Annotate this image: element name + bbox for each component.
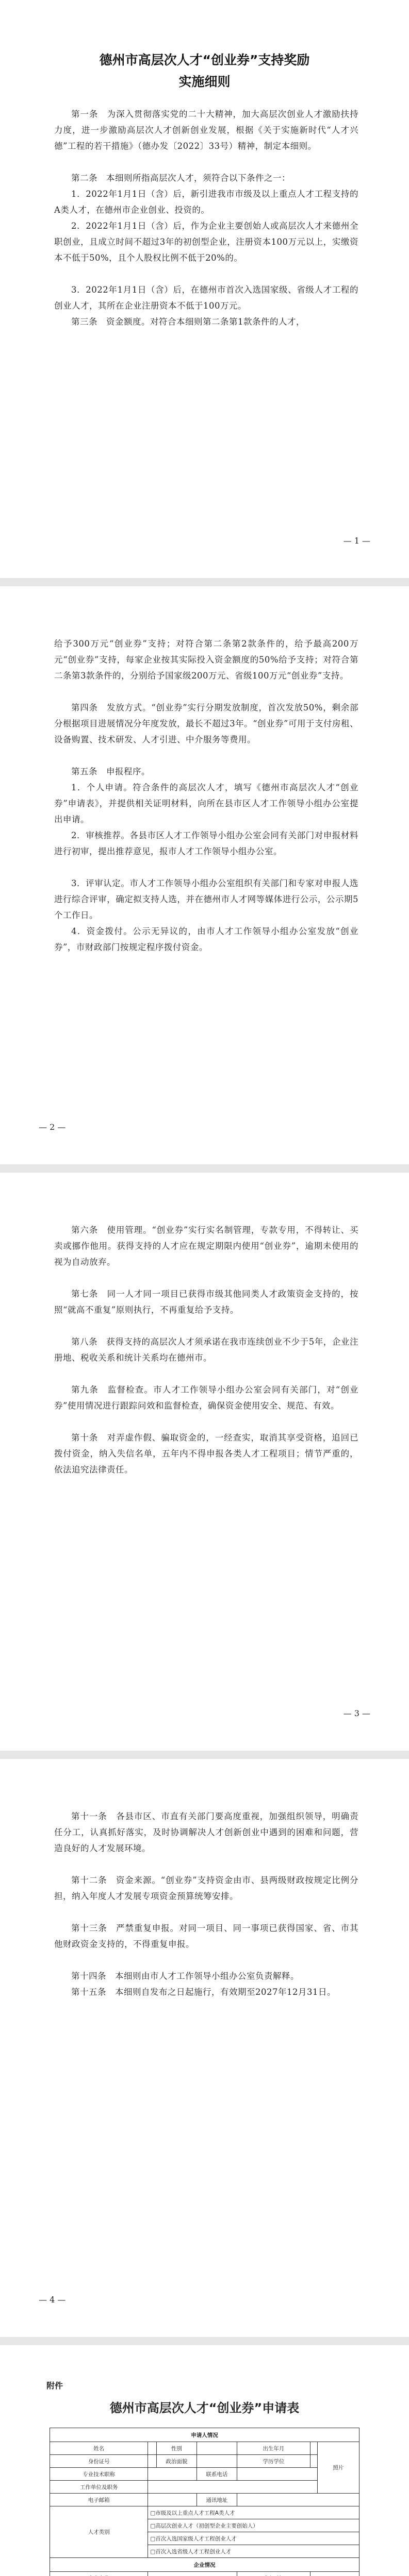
- document-subtitle: 实施细则: [178, 74, 231, 89]
- form-label: 工作单位及职务: [50, 2481, 148, 2494]
- form-label: 学历学位: [237, 2455, 310, 2468]
- paragraph: 第六条 使用管理。“创业券”实行实名制管理，专款专用，不得转让、买卖或挪作他用。获得支持的人才应在规定期限内使用“创业券”，逾期未使用的视为自动放弃。: [54, 1225, 358, 1267]
- page-separator: [0, 2337, 409, 2345]
- form-field-phone[interactable]: [237, 2468, 317, 2481]
- form-field-email[interactable]: [148, 2494, 197, 2506]
- form-field-politics[interactable]: [197, 2455, 237, 2468]
- form-section-company: 企业情况: [50, 2558, 359, 2572]
- photo-cell: 照片: [318, 2442, 359, 2494]
- paragraph: 第九条 监督检查。市人才工作领导小组办公室会同有关部门，对“创业券”使用情况进行跟踪问效和监督检查，确保资金使用安全、规范、有效。: [54, 1385, 358, 1411]
- paragraph: 第七条 同一人才同一项目已获得市级其他同类人才政策资金支持的，按照“就高不重复”原则执行，不再重复给予支持。: [54, 1289, 358, 1315]
- form-field-name[interactable]: [148, 2442, 157, 2455]
- paragraph: 3．2022年1月1日（含）后，在德州市首次入选国家级、省级人才工程的创业人才，其所在企业注册资本不低于100万元。: [54, 285, 358, 311]
- paragraph: 1．2022年1月1日（含）后，新引进我市市级及以上重点人才工程支持的A类人才，在德州市企业创业、投资的。: [54, 189, 358, 215]
- form-label: 联系电话: [197, 2468, 237, 2481]
- talent-type-option[interactable]: □高层次创业人才（初创型企业主要创始人）: [148, 2519, 359, 2532]
- page-5: [0, 2345, 409, 2576]
- form-field-birth[interactable]: [310, 2442, 318, 2455]
- form-field-id[interactable]: [148, 2455, 157, 2468]
- document-title: 德州市高层次人才“创业券”支持奖励: [99, 53, 310, 67]
- form-label: 人才类别: [50, 2506, 148, 2558]
- form-label: 出生年月: [237, 2442, 310, 2455]
- form-label: 专业技术职称: [50, 2468, 148, 2481]
- paragraph: 第二条 本细则所指高层次人才，须符合以下条件之一：: [71, 173, 290, 183]
- paragraph: 第四条 发放方式。“创业券”实行分期发放制度，首次发放50%，剩余部分根据项目进展情况分年度发放，最长不超过3年。“创业券”可用于支付房租、设备购置、技术研发、人才引进、中介服务等费用。: [54, 703, 358, 744]
- paragraph: 第五条 申报程序。: [71, 767, 150, 776]
- paragraph: 第十二条 资金来源。“创业券”支持资金由市、县两级财政按规定比例分担，纳入年度人才发展专项资金预算统筹安排。: [54, 1875, 358, 1901]
- paragraph: 第三条 资金额度。对符合本细则第二条第1款条件的人才，: [71, 317, 305, 327]
- page-1: [0, 0, 409, 578]
- page-number: — 1 —: [343, 536, 370, 546]
- page-separator: [0, 1164, 409, 1173]
- form-field-degree[interactable]: [310, 2455, 318, 2468]
- form-field-title[interactable]: [148, 2468, 197, 2481]
- form-label: 身份证号: [50, 2455, 148, 2468]
- paragraph: 第八条 获得支持的高层次人才须承诺在我市连续创业不少于5年，企业注册地、税收关系和统计关系均在德州市。: [54, 1337, 358, 1363]
- talent-type-option[interactable]: □首次入选国家级人才工程创业人才: [148, 2532, 359, 2545]
- paragraph: 第十条 对弄虚作假、骗取资金的，一经查实，取消其享受资格，追回已拨付资金，纳入失信名单，五年内不得申报各类人才工程项目；情节严重的，依法追究法律责任。: [54, 1433, 358, 1475]
- paragraph: 4．资金拨付。公示无异议的，由市人才工作领导小组办公室发放“创业券”，市财政部门按规定程序拨付资金。: [54, 926, 358, 952]
- page-separator: [0, 578, 409, 586]
- form-field-unit[interactable]: [148, 2481, 318, 2494]
- page-4: [0, 1759, 409, 2337]
- form-section-applicant: 申请人情况: [50, 2428, 359, 2442]
- paragraph: 第十五条 本细则自发布之日起施行，有效期至2027年12月31日。: [71, 1987, 336, 1997]
- application-form-table: [50, 2428, 359, 2576]
- form-label: [50, 2572, 148, 2576]
- paragraph: 3．评审认定。市人才工作领导小组办公室组织有关部门和专家对申报人选进行综合评审，确定拟支持人选，并在德州市人才网等媒体进行公示，公示期5个工作日。: [54, 878, 358, 920]
- talent-type-option[interactable]: □市级及以上重点人才工程A类人才: [148, 2506, 359, 2519]
- form-title: 德州市高层次人才“创业券”申请表: [109, 2401, 300, 2415]
- paragraph: 第十一条 各县市区、市直有关部门要高度重视，加强组织领导，明确责任分工，认真抓好落实，及时协调解决人才创新创业中遇到的困难和问题，营造良好的人才发展环境。: [54, 1811, 358, 1853]
- page-2: [0, 586, 409, 1164]
- page-separator: [0, 1751, 409, 1759]
- paragraph: 第一条 为深入贯彻落实党的二十大精神，加大高层次创业人才激励扶持力度，进一步激励高层次人才创新创业发展，根据《关于实施新时代“人才兴德”工程的若干措施》（德办发〔2022〕33号）精神，制定本细则。: [54, 109, 358, 151]
- paragraph: 2．审核推荐。各县市区人才工作领导小组办公室会同有关部门对申报材料进行初审，提出推荐意见，报市人才工作领导小组办公室。: [54, 831, 358, 856]
- paragraph: 第十三条 严禁重复申报。对同一项目、同一事项已获得国家、省、市其他财政资金支持的，不得重复申报。: [54, 1923, 358, 1949]
- page-3: [0, 1173, 409, 1751]
- paragraph: 1．个人申请。符合条件的高层次人才，填写《德州市高层次人才“创业券”申请表》，并提供相关证明材料，向所在县市区人才工作领导小组办公室提出申请。: [54, 783, 358, 824]
- form-label: 政治面貌: [156, 2455, 197, 2468]
- form-field-address[interactable]: [237, 2494, 359, 2506]
- form-label: 姓名: [50, 2442, 148, 2455]
- page-number: — 3 —: [343, 1708, 370, 1718]
- paragraph: 第十四条 本细则由市人才工作领导小组办公室负责解释。: [71, 1971, 299, 1981]
- page-number: — 2 —: [39, 1122, 66, 1132]
- talent-type-option[interactable]: □首次入选省级人才工程创业人才: [148, 2545, 359, 2558]
- paragraph: 2．2022年1月1日（含）后，作为企业主要创始人或高层次人才来德州全职创业，且成立时间不超过3年的初创型企业，注册资本100万元以上，实缴资本不低于50%，且个人股权比例不低于20%的。: [54, 221, 358, 263]
- form-label: 性别: [156, 2442, 197, 2455]
- annex-label: 附件: [46, 2381, 63, 2391]
- paragraph: 给予300万元“创业券”支持；对符合第二条第2款条件的，给予最高200万元“创业券”支持，每家企业按其实际投入资金额度的50%给予支持；对符合第二条第3款条件的，分别给予国家级200万元、省级100万元“创业券”支持。: [54, 639, 358, 681]
- form-field-founded[interactable]: [310, 2572, 359, 2576]
- form-label: [237, 2572, 310, 2576]
- form-field-company[interactable]: [148, 2572, 237, 2576]
- page-number: — 4 —: [39, 2295, 66, 2304]
- form-field-gender[interactable]: [197, 2442, 237, 2455]
- form-label: 电子邮箱: [50, 2494, 148, 2506]
- form-label: 通讯地址: [197, 2494, 237, 2506]
